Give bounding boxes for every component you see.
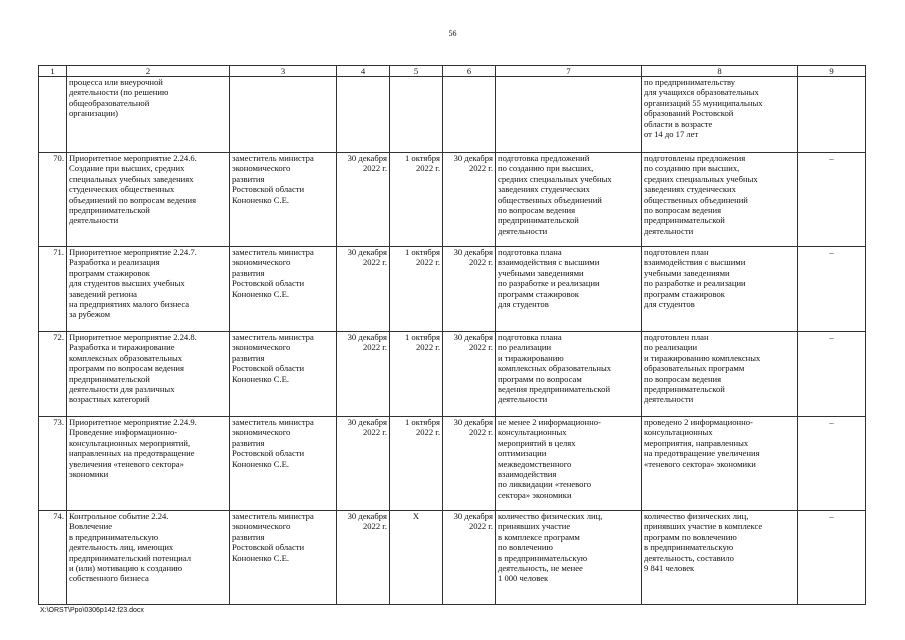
table-row: [39, 247, 866, 332]
event-name: Контрольное событие 2.24. Вовлечение в предпринимательскую деятельность лиц, имеющих предпринимательский потенциал и (или) мотивацию к созданию собственного бизнеса: [67, 511, 230, 605]
column-header: 1: [39, 66, 67, 77]
planned-end-date: Х: [390, 511, 443, 605]
column-header: 5: [390, 66, 443, 77]
column-header: 7: [496, 66, 642, 77]
expected-result: подготовка предложений по созданию при высших, средних специальных учебных заведениях студенческих общественных объединений по вопросам ведения предпринимательской деятельности: [496, 153, 642, 247]
planned-end-date: 1 октября 2022 г.: [390, 417, 443, 511]
responsible-person: заместитель министра экономического развития Ростовской области Кононенко С.Е.: [230, 332, 337, 417]
file-path-footer: X:\ORST\Ppo\0306p142.f23.docx: [40, 607, 144, 614]
planned-end-date: 1 октября 2022 г.: [390, 332, 443, 417]
start-date: [337, 77, 390, 153]
column-header: 6: [443, 66, 496, 77]
column-header: 4: [337, 66, 390, 77]
row-number: 74.: [39, 511, 67, 605]
expected-result: подготовка плана по реализации и тиражированию комплексных образовательных программ по вопросам ведения предпринимательской деятельности: [496, 332, 642, 417]
start-date: 30 декабря 2022 г.: [337, 417, 390, 511]
event-name: Приоритетное мероприятие 2.24.6. Создание при высших, средних специальных учебных заведениях студенческих общественных объединений по вопросам ведения предпринимательской деятельности: [67, 153, 230, 247]
actual-result: по предпринимательству для учащихся образовательных организаций 55 муниципальных образований Ростовской области в возрасте от 14 до 17 лет: [642, 77, 798, 153]
note: –: [798, 511, 866, 605]
row-number: 70.: [39, 153, 67, 247]
planned-end-date: 1 октября 2022 г.: [390, 153, 443, 247]
note: [798, 77, 866, 153]
table-row: [39, 153, 866, 247]
actual-result: проведено 2 информационно- консультационных мероприятия, направленных на предотвращение увеличения «теневого сектора» экономики: [642, 417, 798, 511]
expected-result: подготовка плана взаимодействия с высшими учебными заведениями по разработке и реализации программ стажировок для студентов: [496, 247, 642, 332]
expected-result: количество физических лиц, принявших участие в комплексе программ по вовлечению в предпринимательскую деятельность, не менее 1 000 человек: [496, 511, 642, 605]
table-row: [39, 332, 866, 417]
responsible-person: заместитель министра экономического развития Ростовской области Кононенко С.Е.: [230, 247, 337, 332]
actual-end-date: 30 декабря 2022 г.: [443, 417, 496, 511]
column-header: 9: [798, 66, 866, 77]
column-header: 3: [230, 66, 337, 77]
actual-result: подготовлен план по реализации и тиражированию комплексных образовательных программ по вопросам ведения предпринимательской деятельности: [642, 332, 798, 417]
column-header: 8: [642, 66, 798, 77]
row-number: [39, 77, 67, 153]
planned-end-date: 1 октября 2022 г.: [390, 247, 443, 332]
responsible-person: заместитель министра экономического развития Ростовской области Кононенко С.Е.: [230, 511, 337, 605]
start-date: 30 декабря 2022 г.: [337, 247, 390, 332]
event-name: Приоритетное мероприятие 2.24.7. Разработка и реализация программ стажировок для студентов высших учебных заведений региона на предприятиях малого бизнеса за рубежом: [67, 247, 230, 332]
actual-result: подготовлены предложения по созданию при высших, средних специальных учебных заведениях студенческих общественных объединений по вопросам ведения предпринимательской деятельности: [642, 153, 798, 247]
row-number: 71.: [39, 247, 67, 332]
table-row: [39, 77, 866, 153]
note: –: [798, 247, 866, 332]
actual-end-date: 30 декабря 2022 г.: [443, 153, 496, 247]
event-name: Приоритетное мероприятие 2.24.9. Проведение информационно- консультационных мероприятий, направленных на предотвращение увеличения «теневого сектора» экономики: [67, 417, 230, 511]
table-row: [39, 511, 866, 605]
actual-end-date: 30 декабря 2022 г.: [443, 332, 496, 417]
responsible-person: заместитель министра экономического развития Ростовской области Кононенко С.Е.: [230, 153, 337, 247]
planned-end-date: [390, 77, 443, 153]
note: –: [798, 332, 866, 417]
expected-result: не менее 2 информационно- консультационных мероприятий в целях оптимизации межведомственного взаимодействия по ликвидации «теневого сектора» экономики: [496, 417, 642, 511]
start-date: 30 декабря 2022 г.: [337, 511, 390, 605]
actual-end-date: [443, 77, 496, 153]
actual-end-date: 30 декабря 2022 г.: [443, 247, 496, 332]
table-row: [39, 417, 866, 511]
page-number: 56: [448, 29, 457, 38]
start-date: 30 декабря 2022 г.: [337, 153, 390, 247]
responsible-person: заместитель министра экономического развития Ростовской области Кононенко С.Е.: [230, 417, 337, 511]
responsible-person: [230, 77, 337, 153]
actual-result: количество физических лиц, принявших участие в комплексе программ по вовлечению в предпринимательскую деятельность, составило 9 841 человек: [642, 511, 798, 605]
column-number-row: [39, 66, 866, 77]
expected-result: [496, 77, 642, 153]
events-table: [38, 65, 866, 605]
note: –: [798, 417, 866, 511]
row-number: 73.: [39, 417, 67, 511]
column-header: 2: [67, 66, 230, 77]
row-number: 72.: [39, 332, 67, 417]
actual-result: подготовлен план взаимодействия с высшими учебными заведениями по разработке и реализации программ стажировок для студентов: [642, 247, 798, 332]
actual-end-date: 30 декабря 2022 г.: [443, 511, 496, 605]
event-name: Приоритетное мероприятие 2.24.8. Разработка и тиражирование комплексных образовательных программ по вопросам ведения предпринимательской деятельности для различных возрастных категорий: [67, 332, 230, 417]
start-date: 30 декабря 2022 г.: [337, 332, 390, 417]
note: –: [798, 153, 866, 247]
event-name: процесса или внеурочной деятельности (по решению общеобразовательной организации): [67, 77, 230, 153]
